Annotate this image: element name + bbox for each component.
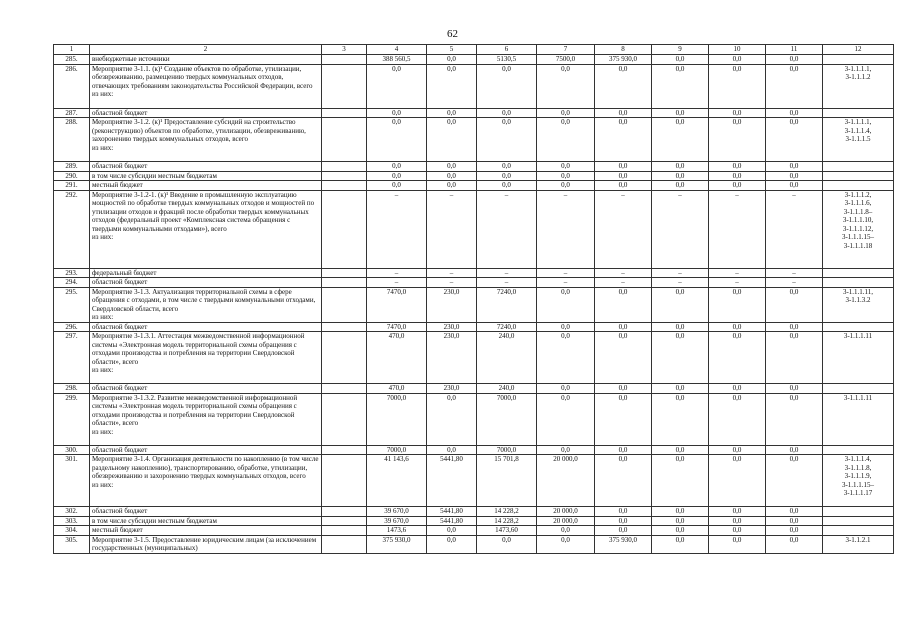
- col10-cell: 0,0: [709, 64, 766, 108]
- col8-cell: 0,0: [595, 287, 652, 322]
- col11-cell: –: [766, 278, 823, 288]
- header-cell: 5: [427, 45, 477, 55]
- col10-cell: –: [709, 278, 766, 288]
- row-number: 288.: [54, 118, 90, 162]
- target-indicators-cell: [823, 507, 894, 517]
- col6-cell: 0,0: [477, 535, 537, 553]
- col7-cell: 0,0: [537, 526, 595, 536]
- col10-cell: 0,0: [709, 516, 766, 526]
- col11-cell: 0,0: [766, 55, 823, 65]
- table-row: [54, 332, 894, 384]
- col9-cell: 0,0: [652, 526, 709, 536]
- table-row: [54, 55, 894, 65]
- row-description: Мероприятие 3-1.2. (к)¹ Предоставление субсидий на строительство (реконструкцию) объектов по обработке, утилизации, обезвреживанию, захоронению твердых коммунальных отходов, всего из них:: [90, 118, 322, 162]
- col3-cell: [322, 64, 367, 108]
- row-description: местный бюджет: [90, 526, 322, 536]
- col11-cell: –: [766, 268, 823, 278]
- program-table: [53, 44, 894, 554]
- header-row: [54, 45, 894, 55]
- row-number: 296.: [54, 322, 90, 332]
- row-number: 294.: [54, 278, 90, 288]
- row-number: 301.: [54, 455, 90, 507]
- page-number: 62: [447, 28, 458, 40]
- col8-cell: 0,0: [595, 162, 652, 172]
- col10-cell: 0,0: [709, 332, 766, 384]
- col5-cell: 0,0: [427, 181, 477, 191]
- col7-cell: –: [537, 278, 595, 288]
- col5-cell: 230,0: [427, 287, 477, 322]
- col6-cell: 5130,5: [477, 55, 537, 65]
- row-number: 297.: [54, 332, 90, 384]
- col10-cell: 0,0: [709, 445, 766, 455]
- col8-cell: 0,0: [595, 171, 652, 181]
- row-number: 292.: [54, 190, 90, 268]
- target-indicators-cell: [823, 171, 894, 181]
- row-description: в том числе субсидии местным бюджетам: [90, 171, 322, 181]
- col3-cell: [322, 162, 367, 172]
- col6-cell: 14 228,2: [477, 507, 537, 517]
- row-description: областной бюджет: [90, 322, 322, 332]
- col11-cell: 0,0: [766, 162, 823, 172]
- col7-cell: 0,0: [537, 181, 595, 191]
- col10-cell: 0,0: [709, 118, 766, 162]
- col7-cell: 0,0: [537, 108, 595, 118]
- header-cell: 9: [652, 45, 709, 55]
- col7-cell: 0,0: [537, 64, 595, 108]
- col9-cell: 0,0: [652, 118, 709, 162]
- table-row: [54, 507, 894, 517]
- col4-cell: 0,0: [367, 162, 427, 172]
- col6-cell: –: [477, 268, 537, 278]
- col4-cell: 470,0: [367, 332, 427, 384]
- row-number: 305.: [54, 535, 90, 553]
- col9-cell: 0,0: [652, 322, 709, 332]
- col4-cell: 41 143,6: [367, 455, 427, 507]
- row-description: Мероприятие 3-1.3.2. Развитие межведомственной информационной системы «Электронная модель территориальной схемы обращения с отходами производства и потребления на территории Свердловской области», всего из них:: [90, 393, 322, 445]
- row-description: в том числе субсидии местным бюджетам: [90, 516, 322, 526]
- col10-cell: 0,0: [709, 55, 766, 65]
- row-description: областной бюджет: [90, 162, 322, 172]
- col3-cell: [322, 190, 367, 268]
- row-number: 299.: [54, 393, 90, 445]
- col6-cell: 1473,60: [477, 526, 537, 536]
- table-row: [54, 384, 894, 394]
- col8-cell: 0,0: [595, 526, 652, 536]
- col10-cell: 0,0: [709, 162, 766, 172]
- table-row: [54, 181, 894, 191]
- col4-cell: 7000,0: [367, 445, 427, 455]
- col11-cell: –: [766, 190, 823, 268]
- table-row: [54, 393, 894, 445]
- col3-cell: [322, 268, 367, 278]
- col9-cell: 0,0: [652, 108, 709, 118]
- col3-cell: [322, 507, 367, 517]
- row-number: 291.: [54, 181, 90, 191]
- col8-cell: 0,0: [595, 455, 652, 507]
- col3-cell: [322, 526, 367, 536]
- row-description: областной бюджет: [90, 384, 322, 394]
- col7-cell: –: [537, 268, 595, 278]
- col8-cell: 0,0: [595, 118, 652, 162]
- target-indicators-cell: 3-1.1.1.1, 3-1.1.1.4, 3-1.1.1.5: [823, 118, 894, 162]
- col6-cell: 0,0: [477, 64, 537, 108]
- col4-cell: 0,0: [367, 171, 427, 181]
- col9-cell: 0,0: [652, 171, 709, 181]
- header-cell: 7: [537, 45, 595, 55]
- col5-cell: –: [427, 278, 477, 288]
- row-description: Мероприятие 3-1.1. (к)¹ Создание объектов по обработке, утилизации, обезвреживанию, размещению твердых коммунальных отходов, отвечающих требованиям законодательства Российской Федерации, всего из них:: [90, 64, 322, 108]
- col10-cell: 0,0: [709, 507, 766, 517]
- table-row: [54, 445, 894, 455]
- col9-cell: 0,0: [652, 384, 709, 394]
- row-number: 286.: [54, 64, 90, 108]
- col11-cell: 0,0: [766, 507, 823, 517]
- col3-cell: [322, 108, 367, 118]
- col10-cell: 0,0: [709, 384, 766, 394]
- col5-cell: 0,0: [427, 526, 477, 536]
- col4-cell: –: [367, 190, 427, 268]
- col6-cell: 0,0: [477, 162, 537, 172]
- table-row: [54, 190, 894, 268]
- target-indicators-cell: [823, 516, 894, 526]
- col4-cell: –: [367, 268, 427, 278]
- col4-cell: 7000,0: [367, 393, 427, 445]
- col6-cell: 0,0: [477, 171, 537, 181]
- row-number: 293.: [54, 268, 90, 278]
- col4-cell: 1473,6: [367, 526, 427, 536]
- col10-cell: 0,0: [709, 287, 766, 322]
- col4-cell: 0,0: [367, 118, 427, 162]
- col8-cell: –: [595, 190, 652, 268]
- row-description: местный бюджет: [90, 181, 322, 191]
- col4-cell: 0,0: [367, 64, 427, 108]
- col4-cell: 7470,0: [367, 287, 427, 322]
- col6-cell: 7000,0: [477, 393, 537, 445]
- table-row: [54, 278, 894, 288]
- col7-cell: 20 000,0: [537, 507, 595, 517]
- col3-cell: [322, 332, 367, 384]
- col3-cell: [322, 384, 367, 394]
- col4-cell: 39 670,0: [367, 507, 427, 517]
- col3-cell: [322, 118, 367, 162]
- col5-cell: 230,0: [427, 384, 477, 394]
- col9-cell: 0,0: [652, 332, 709, 384]
- col6-cell: 7240,0: [477, 322, 537, 332]
- col5-cell: 5441,80: [427, 455, 477, 507]
- col9-cell: –: [652, 278, 709, 288]
- col11-cell: 0,0: [766, 526, 823, 536]
- col9-cell: 0,0: [652, 535, 709, 553]
- header-cell: 1: [54, 45, 90, 55]
- col6-cell: 240,0: [477, 384, 537, 394]
- col5-cell: 0,0: [427, 445, 477, 455]
- col11-cell: 0,0: [766, 171, 823, 181]
- col9-cell: –: [652, 190, 709, 268]
- col10-cell: 0,0: [709, 322, 766, 332]
- col5-cell: 230,0: [427, 332, 477, 384]
- target-indicators-cell: 3-1.1.1.1, 3-1.1.1.2: [823, 64, 894, 108]
- col8-cell: 0,0: [595, 384, 652, 394]
- target-indicators-cell: 3-1.1.1.4, 3-1.1.1.8, 3-1.1.1.9, 3-1.1.1.15– 3-1.1.1.17: [823, 455, 894, 507]
- row-number: 302.: [54, 507, 90, 517]
- col6-cell: 240,0: [477, 332, 537, 384]
- row-description: Мероприятие 3-1.3.1. Аттестация межведомственной информационной системы «Электронная модель территориальной схемы обращения с отходами производства и потребления на территории Свердловской области», всего из них:: [90, 332, 322, 384]
- col8-cell: 0,0: [595, 445, 652, 455]
- row-number: 298.: [54, 384, 90, 394]
- col6-cell: 7000,0: [477, 445, 537, 455]
- row-description: Мероприятие 3-1.3. Актуализация территориальной схемы в сфере обращения с отходами, в том числе с твердыми коммунальными отходами, Свердловской области, всего из них:: [90, 287, 322, 322]
- table-row: [54, 526, 894, 536]
- col5-cell: 230,0: [427, 322, 477, 332]
- table-row: [54, 171, 894, 181]
- row-description: областной бюджет: [90, 108, 322, 118]
- row-number: 290.: [54, 171, 90, 181]
- col5-cell: 0,0: [427, 108, 477, 118]
- col9-cell: 0,0: [652, 55, 709, 65]
- table-row: [54, 455, 894, 507]
- row-description: федеральный бюджет: [90, 268, 322, 278]
- col6-cell: –: [477, 190, 537, 268]
- table-row: [54, 64, 894, 108]
- col7-cell: 20 000,0: [537, 516, 595, 526]
- table-row: [54, 287, 894, 322]
- col5-cell: 0,0: [427, 55, 477, 65]
- col7-cell: 0,0: [537, 118, 595, 162]
- col4-cell: 388 560,5: [367, 55, 427, 65]
- col10-cell: 0,0: [709, 526, 766, 536]
- col9-cell: 0,0: [652, 162, 709, 172]
- col11-cell: 0,0: [766, 384, 823, 394]
- col4-cell: –: [367, 278, 427, 288]
- table-row: [54, 268, 894, 278]
- col11-cell: 0,0: [766, 516, 823, 526]
- header-cell: 8: [595, 45, 652, 55]
- col8-cell: 0,0: [595, 516, 652, 526]
- row-number: 295.: [54, 287, 90, 322]
- header-cell: 6: [477, 45, 537, 55]
- col8-cell: 0,0: [595, 393, 652, 445]
- table-row: [54, 322, 894, 332]
- col5-cell: –: [427, 268, 477, 278]
- col3-cell: [322, 278, 367, 288]
- row-number: 285.: [54, 55, 90, 65]
- col4-cell: 39 670,0: [367, 516, 427, 526]
- col9-cell: 0,0: [652, 393, 709, 445]
- row-description: Мероприятие 3-1.2-1. (к)¹ Введение в промышленную эксплуатацию мощностей по обработке твердых коммунальных отходов и мощностей по утилизации отходов и фракций после обработки твердых коммунальных отходов (федеральный проект «Комплексная система обращения с твердыми коммунальными отходами»), всего из них:: [90, 190, 322, 268]
- col8-cell: 0,0: [595, 332, 652, 384]
- row-description: внебюджетные источники: [90, 55, 322, 65]
- row-description: областной бюджет: [90, 445, 322, 455]
- col7-cell: 0,0: [537, 332, 595, 384]
- target-indicators-cell: [823, 384, 894, 394]
- col11-cell: 0,0: [766, 445, 823, 455]
- target-indicators-cell: [823, 445, 894, 455]
- header-cell: 11: [766, 45, 823, 55]
- col3-cell: [322, 171, 367, 181]
- row-description: областной бюджет: [90, 278, 322, 288]
- col11-cell: 0,0: [766, 181, 823, 191]
- target-indicators-cell: 3-1.1.1.2, 3-1.1.1.6, 3-1.1.1.8– 3-1.1.1.10, 3-1.1.1.12, 3-1.1.1.15– 3-1.1.1.18: [823, 190, 894, 268]
- col5-cell: 0,0: [427, 118, 477, 162]
- col3-cell: [322, 445, 367, 455]
- col6-cell: 0,0: [477, 108, 537, 118]
- col3-cell: [322, 455, 367, 507]
- header-cell: 4: [367, 45, 427, 55]
- col9-cell: –: [652, 268, 709, 278]
- target-indicators-cell: [823, 268, 894, 278]
- col10-cell: 0,0: [709, 181, 766, 191]
- row-number: 304.: [54, 526, 90, 536]
- col7-cell: 0,0: [537, 535, 595, 553]
- col4-cell: 0,0: [367, 181, 427, 191]
- col11-cell: 0,0: [766, 287, 823, 322]
- table-row: [54, 108, 894, 118]
- col5-cell: 0,0: [427, 171, 477, 181]
- row-number: 303.: [54, 516, 90, 526]
- col5-cell: 0,0: [427, 535, 477, 553]
- col10-cell: –: [709, 268, 766, 278]
- col8-cell: 0,0: [595, 181, 652, 191]
- col3-cell: [322, 322, 367, 332]
- col9-cell: 0,0: [652, 455, 709, 507]
- col8-cell: 375 930,0: [595, 55, 652, 65]
- col6-cell: –: [477, 278, 537, 288]
- target-indicators-cell: [823, 278, 894, 288]
- row-description: Мероприятие 3-1.4. Организация деятельности по накоплению (в том числе раздельному накоплению), транспортированию, обработке, утилизации, обезвреживанию и захоронению твердых коммунальных отходов, всего из них:: [90, 455, 322, 507]
- col3-cell: [322, 393, 367, 445]
- col7-cell: 0,0: [537, 322, 595, 332]
- col10-cell: 0,0: [709, 108, 766, 118]
- col8-cell: 0,0: [595, 64, 652, 108]
- col11-cell: 0,0: [766, 535, 823, 553]
- table-row: [54, 516, 894, 526]
- col4-cell: 375 930,0: [367, 535, 427, 553]
- col4-cell: 7470,0: [367, 322, 427, 332]
- col7-cell: 0,0: [537, 162, 595, 172]
- col9-cell: 0,0: [652, 516, 709, 526]
- header-cell: 10: [709, 45, 766, 55]
- col10-cell: 0,0: [709, 393, 766, 445]
- col8-cell: –: [595, 268, 652, 278]
- col9-cell: 0,0: [652, 445, 709, 455]
- col3-cell: [322, 516, 367, 526]
- col5-cell: 5441,80: [427, 516, 477, 526]
- table-row: [54, 535, 894, 553]
- col7-cell: 0,0: [537, 445, 595, 455]
- row-number: 287.: [54, 108, 90, 118]
- col11-cell: 0,0: [766, 393, 823, 445]
- col11-cell: 0,0: [766, 108, 823, 118]
- col7-cell: 20 000,0: [537, 455, 595, 507]
- col8-cell: 0,0: [595, 322, 652, 332]
- col10-cell: 0,0: [709, 455, 766, 507]
- target-indicators-cell: 3-1.1.1.11: [823, 393, 894, 445]
- table-row: [54, 162, 894, 172]
- row-description: Мероприятие 3-1.5. Предоставление юридическим лицам (за исключением государственных (муниципальных): [90, 535, 322, 553]
- col8-cell: 0,0: [595, 507, 652, 517]
- col7-cell: –: [537, 190, 595, 268]
- col7-cell: 7500,0: [537, 55, 595, 65]
- col7-cell: 0,0: [537, 287, 595, 322]
- row-number: 300.: [54, 445, 90, 455]
- col10-cell: –: [709, 190, 766, 268]
- col11-cell: 0,0: [766, 322, 823, 332]
- col5-cell: 0,0: [427, 162, 477, 172]
- col6-cell: 7240,0: [477, 287, 537, 322]
- col11-cell: 0,0: [766, 455, 823, 507]
- col6-cell: 14 228,2: [477, 516, 537, 526]
- col5-cell: 0,0: [427, 64, 477, 108]
- col7-cell: 0,0: [537, 393, 595, 445]
- col3-cell: [322, 535, 367, 553]
- row-number: 289.: [54, 162, 90, 172]
- header-cell: 2: [90, 45, 322, 55]
- header-cell: 3: [322, 45, 367, 55]
- col10-cell: 0,0: [709, 171, 766, 181]
- col10-cell: 0,0: [709, 535, 766, 553]
- col3-cell: [322, 287, 367, 322]
- col3-cell: [322, 55, 367, 65]
- col9-cell: 0,0: [652, 507, 709, 517]
- col11-cell: 0,0: [766, 118, 823, 162]
- target-indicators-cell: 3-1.1.2.1: [823, 535, 894, 553]
- col6-cell: 15 701,8: [477, 455, 537, 507]
- col11-cell: 0,0: [766, 332, 823, 384]
- target-indicators-cell: [823, 55, 894, 65]
- target-indicators-cell: [823, 108, 894, 118]
- row-description: областной бюджет: [90, 507, 322, 517]
- col6-cell: 0,0: [477, 118, 537, 162]
- target-indicators-cell: 3-1.1.1.11: [823, 332, 894, 384]
- col8-cell: 375 930,0: [595, 535, 652, 553]
- col11-cell: 0,0: [766, 64, 823, 108]
- target-indicators-cell: 3-1.1.1.11, 3-1.1.3.2: [823, 287, 894, 322]
- col8-cell: 0,0: [595, 108, 652, 118]
- col5-cell: 0,0: [427, 393, 477, 445]
- col9-cell: 0,0: [652, 287, 709, 322]
- target-indicators-cell: [823, 181, 894, 191]
- table-row: [54, 118, 894, 162]
- header-cell: 12: [823, 45, 894, 55]
- target-indicators-cell: [823, 526, 894, 536]
- col4-cell: 0,0: [367, 108, 427, 118]
- col5-cell: 5441,80: [427, 507, 477, 517]
- col7-cell: 0,0: [537, 384, 595, 394]
- target-indicators-cell: [823, 162, 894, 172]
- col8-cell: –: [595, 278, 652, 288]
- col7-cell: 0,0: [537, 171, 595, 181]
- col3-cell: [322, 181, 367, 191]
- col4-cell: 470,0: [367, 384, 427, 394]
- target-indicators-cell: [823, 322, 894, 332]
- col6-cell: 0,0: [477, 181, 537, 191]
- col9-cell: 0,0: [652, 64, 709, 108]
- col5-cell: –: [427, 190, 477, 268]
- col9-cell: 0,0: [652, 181, 709, 191]
